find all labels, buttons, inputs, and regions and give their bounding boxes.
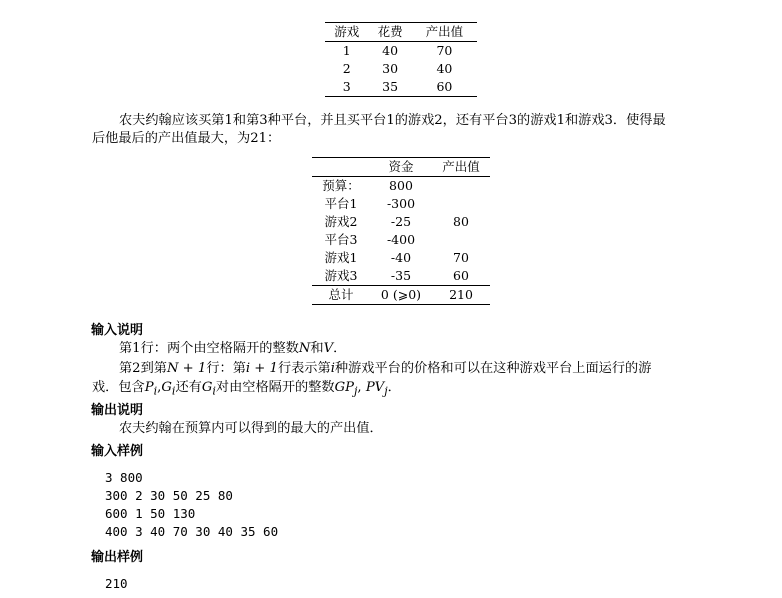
input-sample-heading: 输入样例 — [91, 444, 144, 459]
table-cell: 800 — [389, 178, 413, 193]
input-sample-line: 600 1 50 130 — [105, 506, 196, 521]
text: 戏．包含 — [92, 380, 145, 395]
table-cell: 游戏3 — [324, 268, 358, 283]
table-cell: 0 (⩾0) — [380, 287, 422, 302]
text: 第2到第 — [119, 361, 167, 376]
table-cell: 平台1 — [324, 196, 358, 211]
table-cell: -25 — [390, 214, 412, 229]
math-sub: j — [354, 384, 358, 398]
output-sample-line: 210 — [105, 576, 128, 591]
table-cell: 70 — [436, 43, 453, 58]
table-cell: -300 — [386, 196, 416, 211]
text: 第1行：两个由空格隔开的整数 — [119, 341, 299, 356]
table-cell: -40 — [390, 250, 412, 265]
text: ． — [333, 341, 347, 356]
header-cell: 游戏 — [334, 24, 360, 39]
math-sub: i — [153, 384, 158, 398]
table-cell: 35 — [382, 79, 399, 94]
table-cell: -400 — [386, 232, 416, 247]
math-sub: i — [212, 384, 216, 398]
output-description-heading: 输出说明 — [91, 403, 144, 418]
table-row — [312, 177, 490, 196]
math-v: V — [323, 341, 334, 356]
explanation-line-1: 农夫约翰应该买第1和第3种平台，并且买平台1的游戏2，还有平台3的游戏1和游戏3．使得最 — [119, 113, 666, 128]
explanation-line-2: 后他最后的产出值最大，为21： — [92, 131, 281, 146]
table-row — [312, 213, 490, 231]
text: ． — [387, 380, 401, 395]
math-i-plus-1: i + 1 — [245, 361, 278, 376]
math-n: N — [298, 341, 311, 356]
text: 种游戏平台的价格和可以在这种游戏平台上面运行的游 — [334, 361, 652, 376]
table-cell: 游戏2 — [324, 214, 358, 229]
input-sample-line: 300 2 30 50 25 80 — [105, 488, 233, 503]
text: 行表示第 — [277, 361, 331, 376]
table-row — [312, 267, 490, 286]
output-sample-heading: 输出样例 — [91, 550, 144, 565]
header-cell: 资金 — [388, 159, 414, 174]
table-cell — [432, 195, 490, 213]
table-cell: 总计 — [328, 287, 354, 302]
table-header-row — [325, 23, 477, 42]
math-g: G — [201, 380, 213, 395]
table-cell: 40 — [382, 43, 399, 58]
text: 还有 — [175, 380, 202, 395]
table-cell: 2 — [342, 61, 351, 76]
math-gp: GP — [334, 380, 354, 395]
math-sub: j — [384, 384, 388, 398]
text: 和 — [310, 341, 324, 356]
table-row — [312, 195, 490, 213]
table-cell: 平台3 — [324, 232, 358, 247]
math-sub: i — [171, 384, 176, 398]
math-i: i — [330, 361, 335, 376]
table-cell — [432, 177, 490, 196]
table-row — [325, 78, 477, 97]
text: 对由空格隔开的整数 — [215, 380, 335, 395]
table-cell: 80 — [453, 214, 469, 229]
math-p: P — [144, 380, 154, 395]
input-sample-line: 3 800 — [105, 470, 143, 485]
header-cell: 花费 — [377, 24, 403, 39]
table-row — [325, 42, 477, 61]
input-description-line-1 — [119, 339, 346, 359]
table-cell: 3 — [342, 79, 351, 94]
table-row — [312, 249, 490, 267]
table-cell: -35 — [390, 268, 412, 283]
header-cell — [312, 158, 370, 177]
math-n-plus-1: N + 1 — [166, 361, 207, 376]
table-cell: 60 — [453, 268, 469, 283]
text: 行：第 — [206, 361, 246, 376]
table-cell: 210 — [449, 287, 473, 302]
math-pv: PV — [365, 380, 385, 395]
table-cell: 60 — [436, 79, 453, 94]
header-cell: 产出值 — [442, 159, 480, 174]
input-description-heading: 输入说明 — [91, 323, 144, 338]
math-g: G — [161, 380, 172, 395]
table-cell: 30 — [382, 61, 399, 76]
table-cell: 游戏1 — [324, 250, 358, 265]
input-description-line-3: 戏．包含$P_i,G_i$还有$G_i$对由空格隔开的整数$GP_j$, $PV_j$． — [92, 380, 401, 398]
table-header-row — [312, 158, 490, 177]
table-row — [325, 60, 477, 78]
header-cell: 产出值 — [425, 24, 464, 39]
game-cost-table — [325, 22, 477, 97]
input-sample-line: 400 3 40 70 30 40 35 60 — [105, 524, 279, 539]
table-row — [312, 231, 490, 249]
output-description-text: 农夫约翰在预算内可以得到的最大的产出值． — [119, 421, 383, 436]
table-cell: 1 — [342, 43, 351, 58]
table-cell: 预算： — [322, 178, 360, 193]
table-cell: 70 — [453, 250, 469, 265]
table-cell: 40 — [436, 61, 453, 76]
budget-table — [312, 157, 490, 305]
table-cell — [432, 231, 490, 249]
total-row — [312, 286, 490, 305]
input-description-line-2 — [119, 359, 651, 379]
